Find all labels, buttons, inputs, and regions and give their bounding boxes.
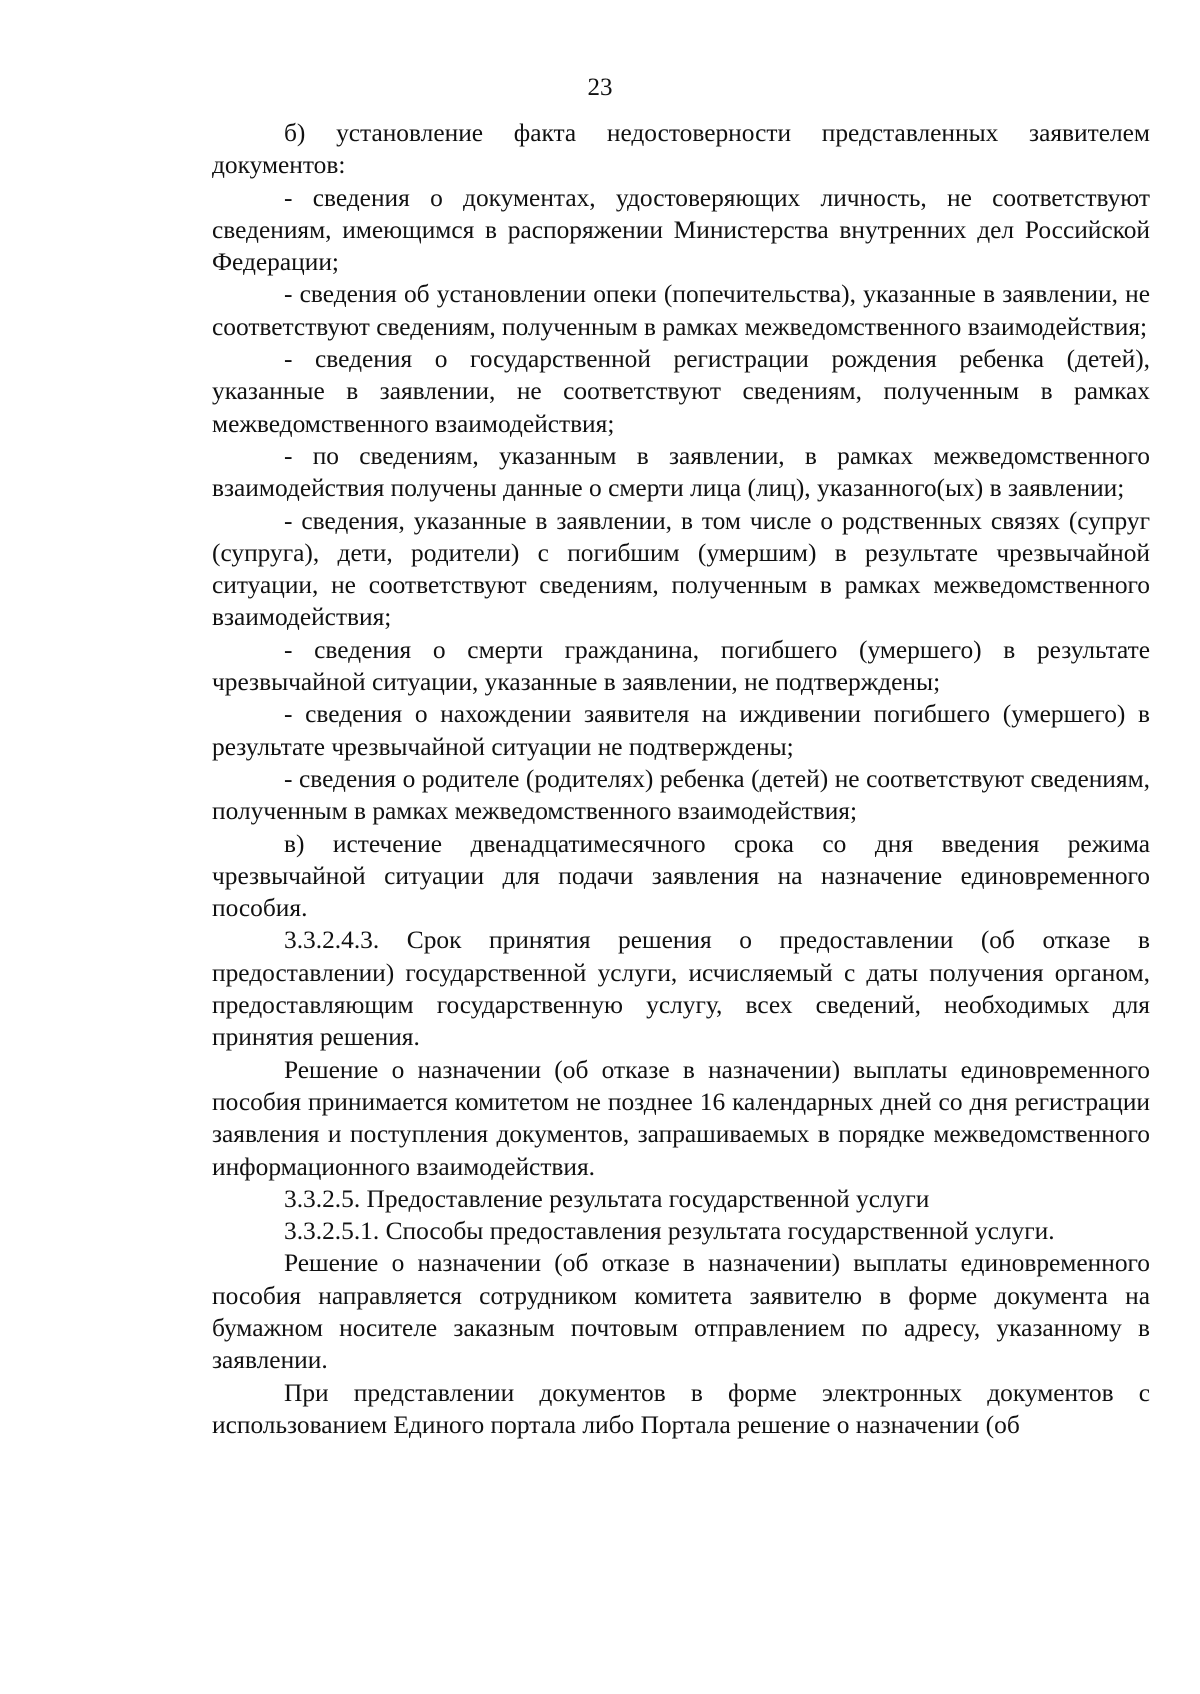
- paragraph-electronic-submission: При представлении документов в форме электронных документов с использованием Единого портала либо Портала решение о назначении (об: [212, 1378, 1150, 1439]
- paragraph-unreliable-documents: б) установление факта недостоверности представленных заявителем документов:: [212, 119, 1150, 180]
- document-body: [212, 117, 1150, 1441]
- paragraph-family-ties: - сведения, указанные в заявлении, в том числе о родственных связях (супруг (супруга), дети, родители) с погибшим (умершим) в результате чрезвычайной ситуации, не соответствуют сведениям, полученным в рамках межведомственного взаимодействия;: [212, 506, 1150, 632]
- paragraph-identity-docs: - сведения о документах, удостоверяющих личность, не соответствуют сведениям, имеющимся в распоряжении Министерства внутренних дел Российской Федерации;: [212, 183, 1150, 277]
- section-heading-3-3-2-5-1: 3.3.2.5.1. Способы предоставления результата государственной услуги.: [284, 1217, 1055, 1246]
- paragraph-decision-timing: Решение о назначении (об отказе в назначении) выплаты единовременного пособия принимается комитетом не позднее 16 календарных дней со дня регистрации заявления и поступления документов, запрашиваемых в порядке межведомственного информационного взаимодействия.: [212, 1055, 1150, 1181]
- paragraph-parents: - сведения о родителе (родителях) ребенка (детей) не соответствуют сведениям, полученным в рамках межведомственного взаимодействия;: [212, 764, 1150, 826]
- paragraph-deadline-expired: в) истечение двенадцатимесячного срока со дня введения режима чрезвычайной ситуации для подачи заявления на назначение единовременного пособия.: [212, 829, 1150, 923]
- paragraph-death-data: - по сведениям, указанным в заявлении, в рамках межведомственного взаимодействия получены данные о смерти лица (лиц), указанного(ых) в заявлении;: [212, 441, 1150, 503]
- page-number: 23: [587, 74, 613, 101]
- paragraph-birth-registration: - сведения о государственной регистрации рождения ребенка (детей), указанные в заявлении, не соответствуют сведениям, полученным в рамках межведомственного взаимодействия;: [212, 345, 1150, 438]
- paragraph-dependency: - сведения о нахождении заявителя на иждивении погибшего (умершего) в результате чрезвычайной ситуации не подтверждены;: [212, 700, 1150, 761]
- paragraph-decision-delivery: Решение о назначении (об отказе в назначении) выплаты единовременного пособия направляется сотрудником комитета заявителю в форме документа на бумажном носителе заказным почтовым отправлением по адресу, указанному в заявлении.: [212, 1249, 1150, 1375]
- section-heading-3-3-2-5: 3.3.2.5. Предоставление результата государственной услуги: [284, 1184, 930, 1213]
- paragraph-citizen-death: - сведения о смерти гражданина, погибшего (умершего) в результате чрезвычайной ситуации, указанные в заявлении, не подтверждены;: [212, 635, 1150, 697]
- paragraph-guardianship: - сведения об установлении опеки (попечительства), указанные в заявлении, не соответствуют сведениям, полученным в рамках межведомственного взаимодействия;: [212, 280, 1150, 341]
- paragraph-3-3-2-4-3: 3.3.2.4.3. Срок принятия решения о предоставлении (об отказе в предоставлении) государственной услуги, исчисляемый с даты получения органом, предоставляющим государственную услугу, всех сведений, необходимых для принятия решения.: [212, 926, 1150, 1052]
